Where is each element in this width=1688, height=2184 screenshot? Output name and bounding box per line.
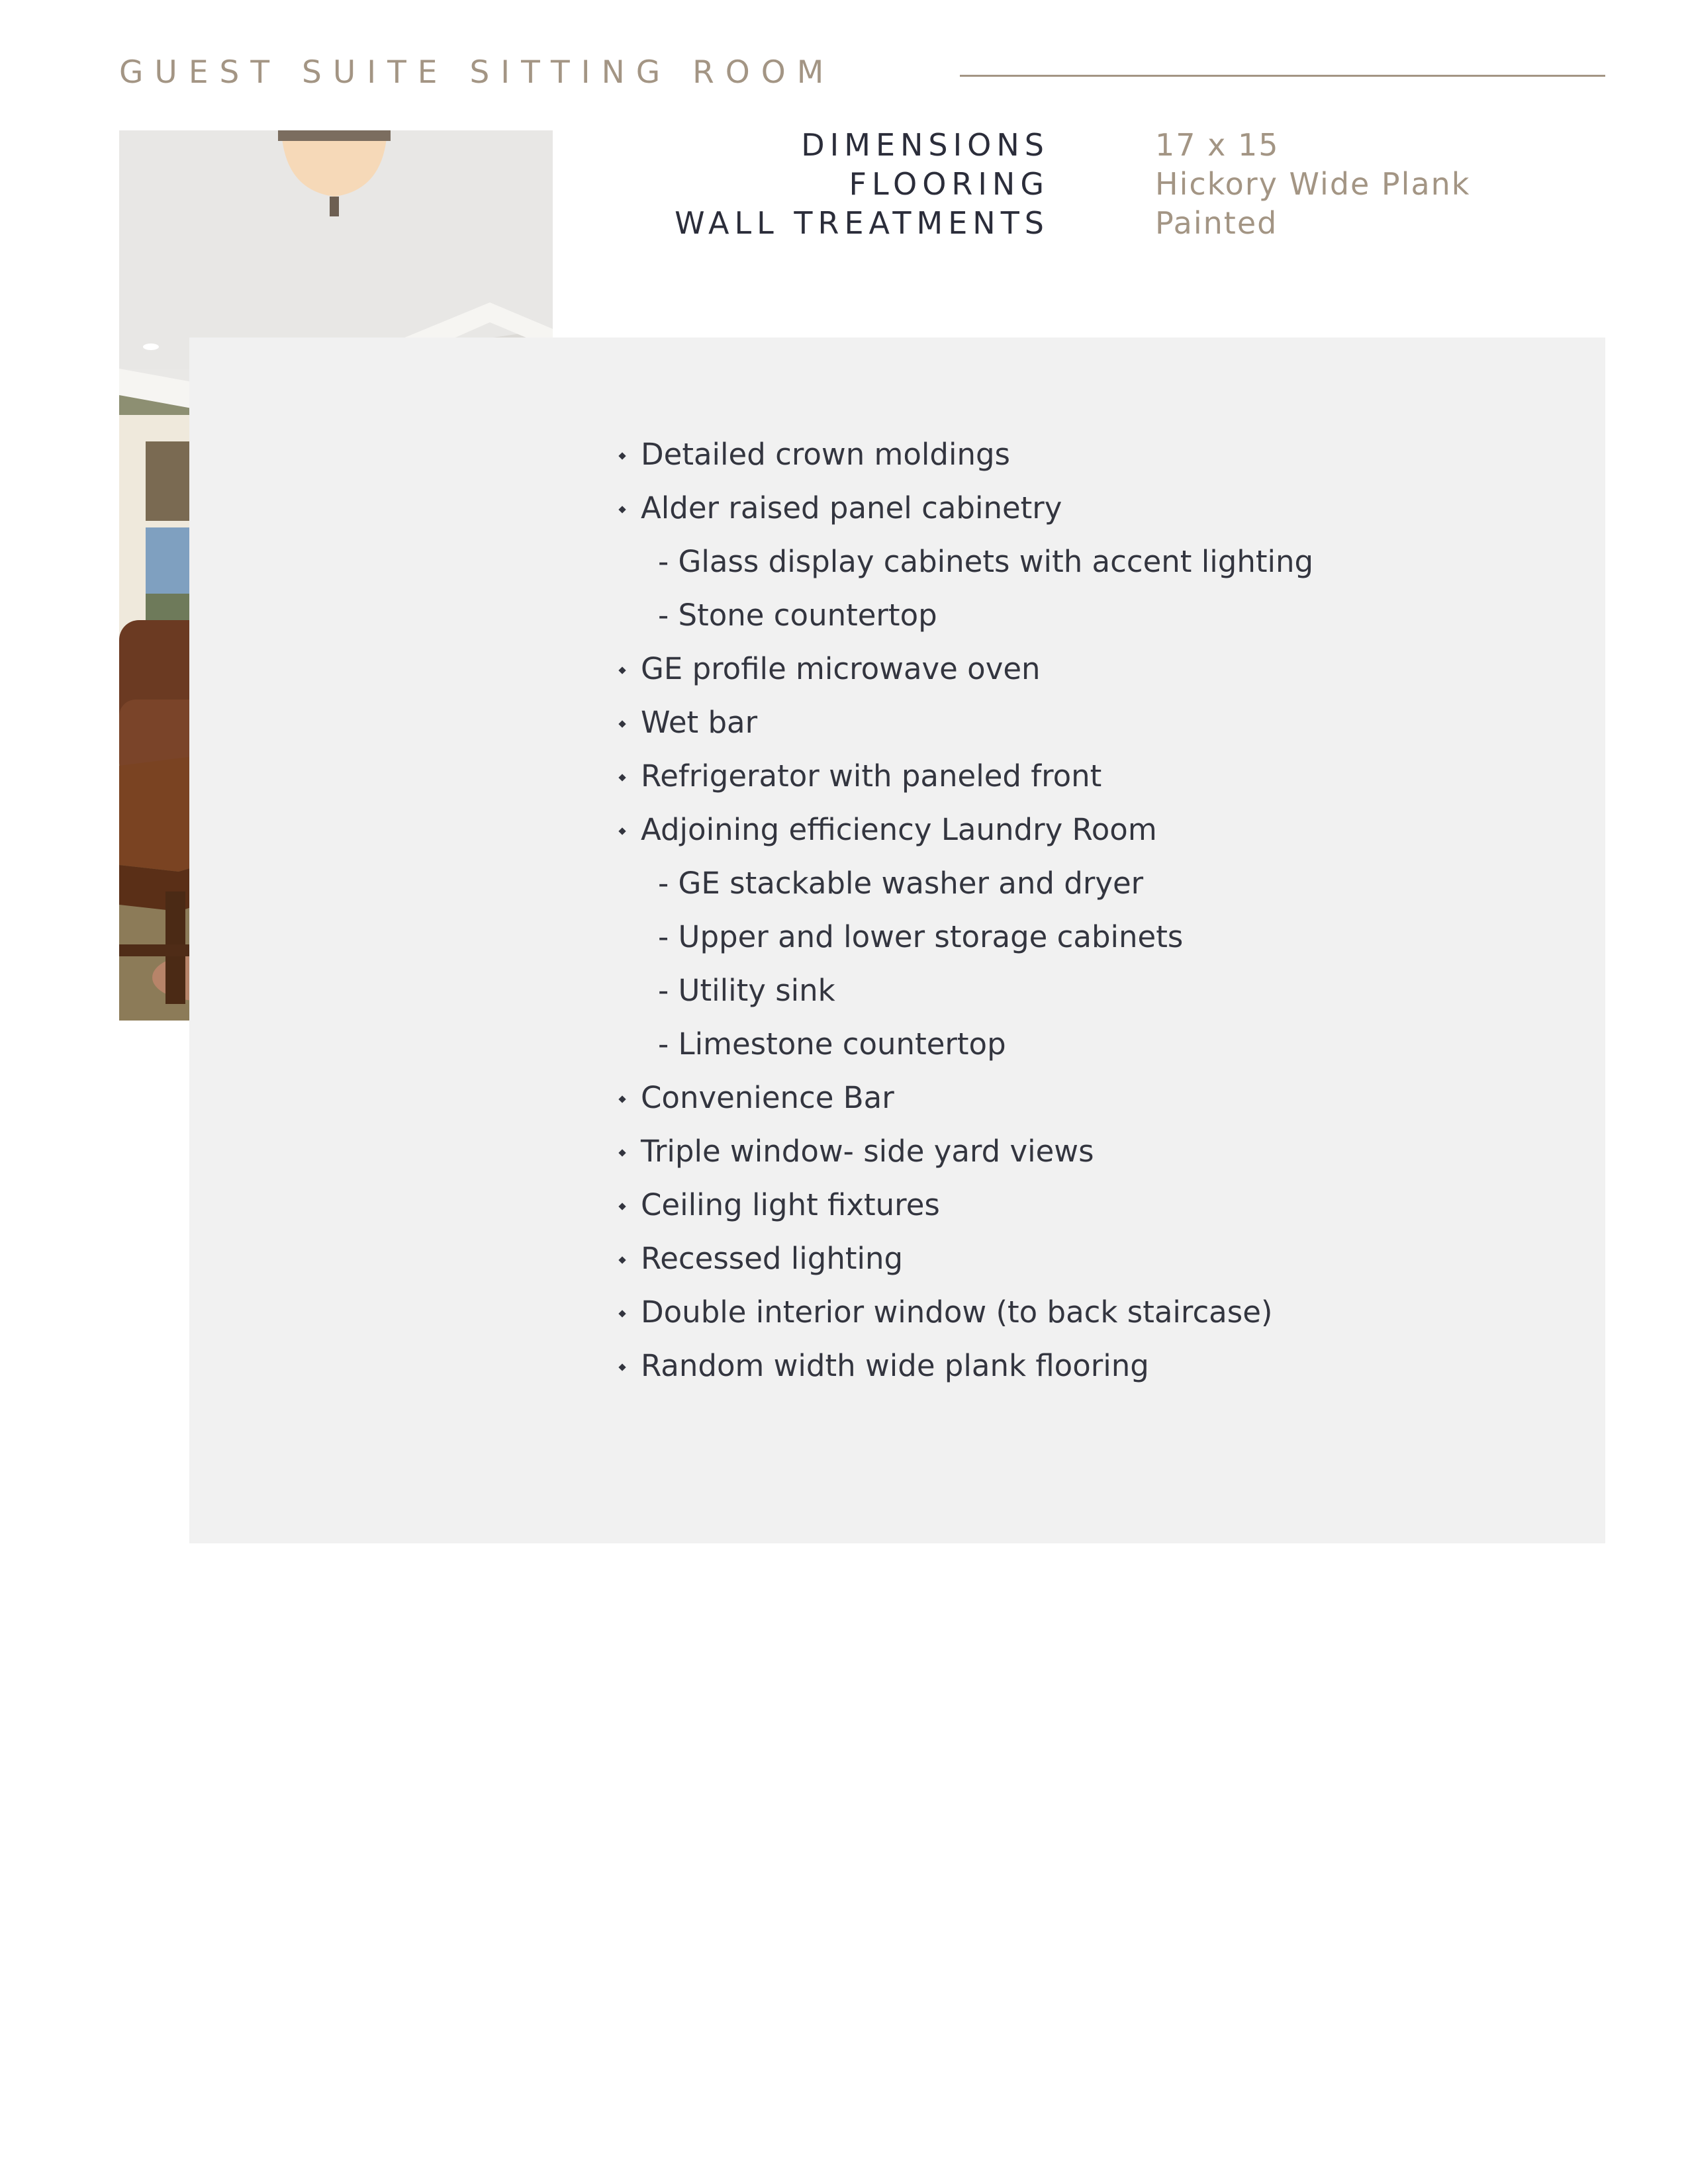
list-item: Alder raised panel cabinetry xyxy=(620,485,1313,539)
spec-value: Hickory Wide Plank xyxy=(1155,166,1471,202)
list-item: Convenience Bar xyxy=(620,1075,1313,1128)
list-subitem: - Utility sink xyxy=(658,973,835,1008)
title-divider xyxy=(960,75,1605,77)
spec-label: FLOORING xyxy=(849,166,1049,202)
list-item: Recessed lighting xyxy=(620,1236,1313,1289)
spec-row-flooring xyxy=(596,165,1605,204)
list-item: Random width wide plank flooring xyxy=(620,1343,1313,1396)
spec-row-dimensions xyxy=(596,126,1605,165)
spec-label: WALL TREATMENTS xyxy=(675,205,1049,241)
room-specs xyxy=(596,126,1605,243)
list-subitem: - Glass display cabinets with accent lighting xyxy=(658,544,1314,579)
feature-list xyxy=(620,432,1313,1396)
list-item: Wet bar xyxy=(620,700,1313,753)
list-item: Detailed crown moldings xyxy=(620,432,1313,485)
list-item: Double interior window (to back staircase) xyxy=(620,1289,1313,1343)
list-subitem: - GE stackable washer and dryer xyxy=(658,866,1144,901)
spec-label: DIMENSIONS xyxy=(801,127,1049,163)
list-subitem: - Limestone countertop xyxy=(658,1026,1006,1062)
list-subitem: - Upper and lower storage cabinets xyxy=(658,919,1184,954)
list-item: Ceiling light fixtures xyxy=(620,1182,1313,1236)
spec-row-wall-treatments xyxy=(596,204,1605,243)
list-item: Adjoining efficiency Laundry Room xyxy=(620,807,1313,860)
list-item: Refrigerator with paneled front xyxy=(620,753,1313,807)
list-item: GE profile microwave oven xyxy=(620,646,1313,700)
page-title: GUEST SUITE SITTING ROOM xyxy=(119,54,835,91)
spec-value: 17 x 15 xyxy=(1155,127,1280,163)
list-subitem: - Stone countertop xyxy=(658,598,937,633)
spec-value: Painted xyxy=(1155,205,1278,241)
list-item: Triple window- side yard views xyxy=(620,1128,1313,1182)
